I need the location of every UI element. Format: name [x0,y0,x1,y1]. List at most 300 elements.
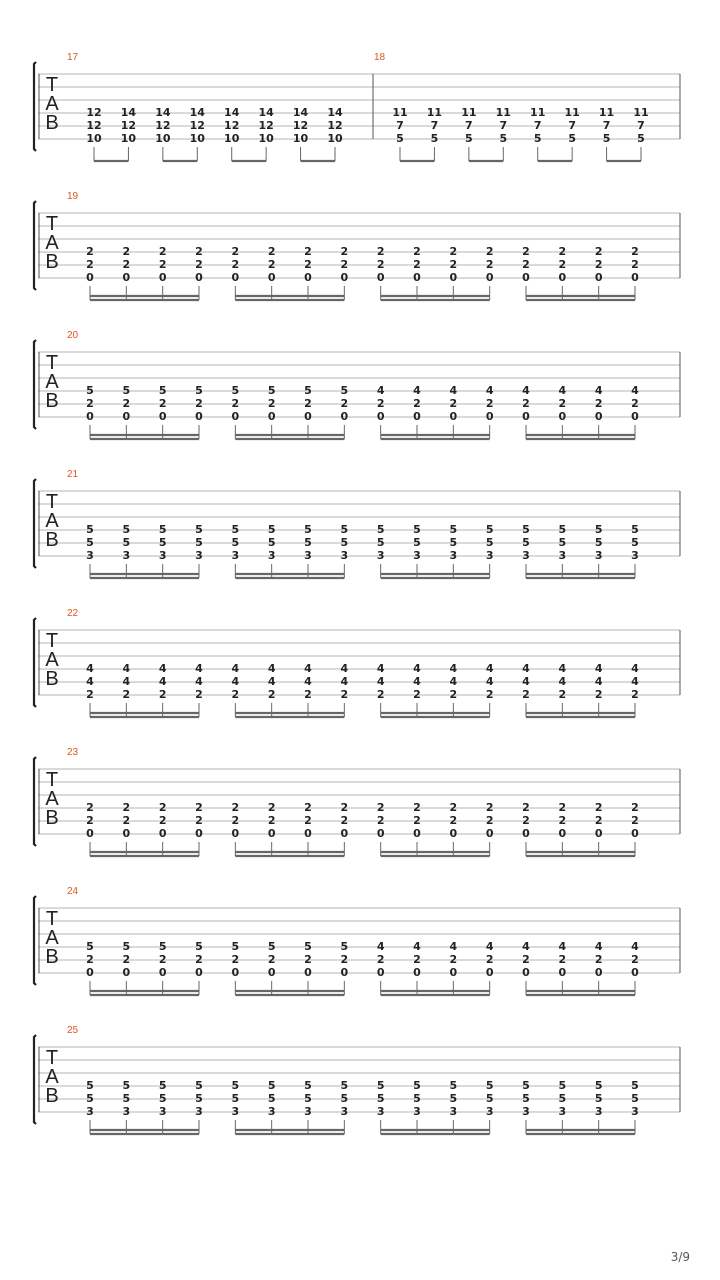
fret-number: 2 [522,801,530,814]
tab-clef-t: T [45,213,59,235]
fret-number: 2 [158,245,167,258]
fret-number: 5 [602,132,611,145]
tab-clef-t: T [45,491,59,513]
fret-number: 5 [158,1092,167,1105]
fret-number: 2 [122,688,131,701]
fret-number: 4 [340,662,349,675]
fret-number: 3 [558,1105,567,1118]
fret-number: 2 [231,814,240,827]
fret-number: 5 [304,523,312,536]
fret-number: 5 [195,536,203,549]
fret-number: 5 [558,1079,567,1092]
fret-number: 5 [195,384,203,397]
fret-number: 2 [267,953,276,966]
fret-number: 3 [195,1105,203,1118]
fret-number: 5 [449,523,458,536]
fret-number: 0 [631,966,639,979]
fret-number: 12 [327,119,343,132]
fret-number: 12 [120,119,137,132]
fret-number: 5 [413,523,421,536]
fret-number: 12 [155,119,171,132]
fret-number: 4 [485,384,494,397]
fret-number: 4 [158,675,167,688]
tab-clef-t: T [45,769,59,791]
fret-number: 0 [376,966,385,979]
fret-number: 3 [631,549,639,562]
fret-number: 5 [376,1079,385,1092]
fret-number: 5 [231,1092,240,1105]
fret-number: 5 [340,384,349,397]
fret-number: 0 [122,410,131,423]
fret-number: 2 [340,814,349,827]
tab-clef-b: B [45,1085,59,1107]
fret-number: 5 [231,384,240,397]
fret-number: 5 [158,536,167,549]
fret-number: 5 [533,132,542,145]
fret-number: 7 [499,119,508,132]
measure-number: 23 [67,747,79,758]
tab-clef-t: T [45,908,59,930]
fret-number: 12 [292,119,309,132]
measure-number: 20 [67,330,79,341]
fret-number: 2 [195,801,203,814]
fret-number: 3 [522,549,530,562]
fret-number: 3 [267,549,276,562]
fret-number: 5 [376,523,385,536]
fret-number: 0 [413,271,421,284]
fret-number: 4 [594,675,603,688]
fret-number: 14 [224,106,240,119]
fret-number: 5 [158,523,167,536]
fret-number: 2 [86,688,94,701]
fret-number: 10 [258,132,274,145]
fret-number: 12 [224,119,240,132]
fret-number: 2 [304,245,312,258]
fret-number: 4 [86,675,94,688]
fret-number: 0 [376,271,385,284]
fret-number: 2 [558,258,567,271]
fret-number: 4 [86,662,94,675]
fret-number: 5 [195,523,203,536]
fret-number: 3 [485,1105,494,1118]
fret-number: 4 [413,662,421,675]
fret-number: 2 [267,688,276,701]
fret-number: 0 [449,827,458,840]
fret-number: 3 [158,1105,167,1118]
page-number: 3/9 [670,1250,690,1264]
fret-number: 0 [485,410,494,423]
fret-number: 5 [267,523,276,536]
fret-number: 12 [258,119,274,132]
fret-number: 2 [304,258,312,271]
fret-number: 2 [594,245,603,258]
fret-number: 5 [631,523,639,536]
fret-number: 4 [413,940,421,953]
fret-number: 3 [558,549,567,562]
fret-number: 4 [631,662,639,675]
fret-number: 2 [631,258,639,271]
fret-number: 0 [558,271,567,284]
fret-number: 2 [158,688,167,701]
fret-number: 5 [499,132,508,145]
fret-number: 4 [376,384,385,397]
fret-number: 5 [86,523,94,536]
fret-number: 0 [340,966,349,979]
fret-number: 11 [598,106,615,119]
fret-number: 4 [522,675,530,688]
fret-number: 0 [231,827,240,840]
fret-number: 2 [158,814,167,827]
fret-number: 5 [86,536,94,549]
fret-number: 10 [292,132,309,145]
fret-number: 2 [122,245,131,258]
fret-number: 0 [304,827,312,840]
fret-number: 5 [86,384,94,397]
fret-number: 2 [267,801,276,814]
fret-number: 2 [304,814,312,827]
tab-clef-a: A [45,232,59,254]
tab-clef-a: A [45,371,59,393]
fret-number: 3 [122,549,131,562]
fret-number: 5 [304,940,312,953]
fret-number: 2 [631,245,639,258]
fret-number: 3 [631,1105,639,1118]
fret-number: 0 [231,410,240,423]
fret-number: 14 [258,106,274,119]
fret-number: 0 [195,966,203,979]
fret-number: 2 [122,953,131,966]
fret-number: 5 [637,132,645,145]
fret-number: 0 [122,827,131,840]
fret-number: 3 [449,1105,458,1118]
fret-number: 7 [602,119,611,132]
fret-number: 3 [267,1105,276,1118]
fret-number: 4 [376,675,385,688]
fret-number: 10 [120,132,137,145]
fret-number: 4 [631,675,639,688]
fret-number: 10 [327,132,343,145]
fret-number: 5 [376,1092,385,1105]
fret-number: 3 [522,1105,530,1118]
system-bracket [34,618,36,707]
fret-number: 4 [485,675,494,688]
fret-number: 5 [376,536,385,549]
fret-number: 14 [292,106,309,119]
fret-number: 2 [485,814,494,827]
fret-number: 5 [231,523,240,536]
fret-number: 2 [267,258,276,271]
fret-number: 4 [485,662,494,675]
fret-number: 2 [558,953,567,966]
fret-number: 2 [485,801,494,814]
fret-number: 2 [340,258,349,271]
fret-number: 7 [465,119,473,132]
fret-number: 10 [189,132,205,145]
fret-number: 2 [631,801,639,814]
fret-number: 5 [449,1079,458,1092]
fret-number: 0 [340,271,349,284]
fret-number: 4 [594,662,603,675]
fret-number: 5 [340,1092,349,1105]
fret-number: 2 [413,688,421,701]
fret-number: 2 [376,397,385,410]
fret-number: 3 [340,1105,349,1118]
fret-number: 0 [449,410,458,423]
fret-number: 2 [413,814,421,827]
fret-number: 5 [195,940,203,953]
fret-number: 2 [376,245,385,258]
fret-number: 5 [430,132,439,145]
tab-clef-b: B [45,946,59,968]
fret-number: 2 [413,397,421,410]
fret-number: 2 [376,814,385,827]
fret-number: 2 [86,258,94,271]
tab-clef-a: A [45,788,59,810]
fret-number: 5 [231,536,240,549]
fret-number: 0 [158,966,167,979]
fret-number: 5 [594,536,603,549]
fret-number: 2 [558,688,567,701]
fret-number: 0 [594,966,603,979]
fret-number: 4 [485,940,494,953]
fret-number: 7 [533,119,542,132]
fret-number: 2 [231,245,240,258]
fret-number: 5 [558,1092,567,1105]
fret-number: 2 [340,397,349,410]
fret-number: 2 [449,245,458,258]
measure-number: 25 [67,1025,79,1036]
tab-clef-b: B [45,390,59,412]
fret-number: 0 [485,271,494,284]
tab-clef-t: T [45,352,59,374]
fret-number: 0 [304,271,312,284]
fret-number: 14 [327,106,343,119]
fret-number: 5 [449,536,458,549]
measure-number: 17 [67,52,79,63]
fret-number: 0 [231,966,240,979]
fret-number: 14 [189,106,205,119]
fret-number: 4 [413,675,421,688]
fret-number: 11 [392,106,408,119]
fret-number: 0 [558,827,567,840]
fret-number: 5 [558,536,567,549]
fret-number: 3 [340,549,349,562]
tab-clef-t: T [45,630,59,652]
fret-number: 2 [594,688,603,701]
fret-number: 2 [340,953,349,966]
fret-number: 11 [495,106,511,119]
fret-number: 4 [122,662,131,675]
system-bracket [34,62,36,151]
fret-number: 0 [413,827,421,840]
fret-number: 2 [522,953,530,966]
fret-number: 2 [594,814,603,827]
tab-clef-b: B [45,807,59,829]
tab-clef-t: T [45,74,59,96]
fret-number: 5 [267,940,276,953]
fret-number: 10 [86,132,102,145]
measure-number: 19 [67,191,79,202]
fret-number: 2 [631,688,639,701]
fret-number: 2 [195,397,203,410]
fret-number: 3 [86,549,94,562]
fret-number: 2 [86,245,94,258]
fret-number: 2 [631,953,639,966]
fret-number: 5 [195,1079,203,1092]
fret-number: 2 [267,814,276,827]
fret-number: 4 [376,662,385,675]
fret-number: 3 [376,1105,385,1118]
fret-number: 11 [461,106,477,119]
fret-number: 0 [449,966,458,979]
fret-number: 4 [449,384,458,397]
fret-number: 0 [340,827,349,840]
fret-number: 5 [522,1079,530,1092]
tab-clef-b: B [45,112,59,134]
fret-number: 2 [631,397,639,410]
fret-number: 2 [631,814,639,827]
fret-number: 5 [304,536,312,549]
fret-number: 4 [558,940,567,953]
tab-clef-t: T [45,1047,59,1069]
fret-number: 5 [122,384,131,397]
fret-number: 4 [594,384,603,397]
fret-number: 2 [522,814,530,827]
fret-number: 0 [195,271,203,284]
fret-number: 3 [304,549,312,562]
fret-number: 5 [485,523,494,536]
measure-number: 22 [67,608,79,619]
fret-number: 11 [633,106,649,119]
fret-number: 12 [189,119,205,132]
fret-number: 2 [485,258,494,271]
fret-number: 2 [195,245,203,258]
fret-number: 5 [340,940,349,953]
fret-number: 5 [631,1092,639,1105]
fret-number: 2 [195,688,203,701]
fret-number: 4 [522,940,530,953]
fret-number: 5 [413,536,421,549]
fret-number: 0 [86,827,94,840]
fret-number: 2 [449,801,458,814]
fret-number: 7 [637,119,645,132]
fret-number: 5 [340,536,349,549]
fret-number: 5 [267,536,276,549]
fret-number: 2 [558,801,567,814]
fret-number: 2 [122,801,131,814]
fret-number: 4 [267,675,276,688]
fret-number: 2 [522,397,530,410]
fret-number: 5 [122,523,131,536]
fret-number: 2 [122,397,131,410]
fret-number: 2 [195,258,203,271]
fret-number: 0 [122,966,131,979]
fret-number: 4 [195,675,203,688]
measure-number: 18 [374,52,386,63]
fret-number: 0 [267,410,276,423]
fret-number: 2 [522,258,530,271]
fret-number: 4 [449,662,458,675]
fret-number: 0 [522,271,530,284]
fret-number: 5 [522,1092,530,1105]
fret-number: 5 [485,536,494,549]
system-bracket [34,479,36,568]
fret-number: 5 [231,940,240,953]
fret-number: 5 [86,1079,94,1092]
fret-number: 10 [155,132,171,145]
fret-number: 2 [376,801,385,814]
tab-clef-a: A [45,649,59,671]
fret-number: 0 [376,827,385,840]
fret-number: 2 [267,397,276,410]
fret-number: 0 [86,966,94,979]
fret-number: 5 [340,523,349,536]
fret-number: 4 [304,662,312,675]
fret-number: 2 [122,258,131,271]
tab-clef-a: A [45,93,59,115]
fret-number: 11 [426,106,443,119]
fret-number: 2 [86,814,94,827]
fret-number: 4 [413,384,421,397]
fret-number: 2 [449,814,458,827]
fret-number: 2 [195,814,203,827]
fret-number: 5 [267,384,276,397]
fret-number: 5 [267,1079,276,1092]
fret-number: 5 [631,536,639,549]
fret-number: 5 [465,132,473,145]
fret-number: 0 [267,827,276,840]
fret-number: 0 [195,410,203,423]
system-bracket [34,1035,36,1124]
fret-number: 5 [86,1092,94,1105]
fret-number: 5 [122,536,131,549]
fret-number: 2 [449,397,458,410]
fret-number: 10 [224,132,240,145]
fret-number: 4 [449,675,458,688]
fret-number: 5 [485,1079,494,1092]
fret-number: 5 [158,1079,167,1092]
fret-number: 5 [122,940,131,953]
fret-number: 5 [158,940,167,953]
fret-number: 4 [449,940,458,953]
fret-number: 0 [267,271,276,284]
fret-number: 2 [594,953,603,966]
fret-number: 2 [449,953,458,966]
fret-number: 5 [231,1079,240,1092]
fret-number: 2 [449,688,458,701]
fret-number: 2 [594,258,603,271]
fret-number: 0 [522,410,530,423]
fret-number: 5 [568,132,576,145]
fret-number: 0 [522,966,530,979]
fret-number: 2 [522,245,530,258]
tab-clef-a: A [45,927,59,949]
fret-number: 3 [594,549,603,562]
fret-number: 2 [413,801,421,814]
tab-clef-a: A [45,1066,59,1088]
fret-number: 3 [413,549,421,562]
fret-number: 5 [304,1079,312,1092]
fret-number: 3 [594,1105,603,1118]
fret-number: 3 [231,549,240,562]
fret-number: 0 [195,827,203,840]
fret-number: 4 [195,662,203,675]
fret-number: 7 [568,119,576,132]
fret-number: 5 [304,1092,312,1105]
fret-number: 0 [340,410,349,423]
fret-number: 2 [413,953,421,966]
fret-number: 4 [340,675,349,688]
